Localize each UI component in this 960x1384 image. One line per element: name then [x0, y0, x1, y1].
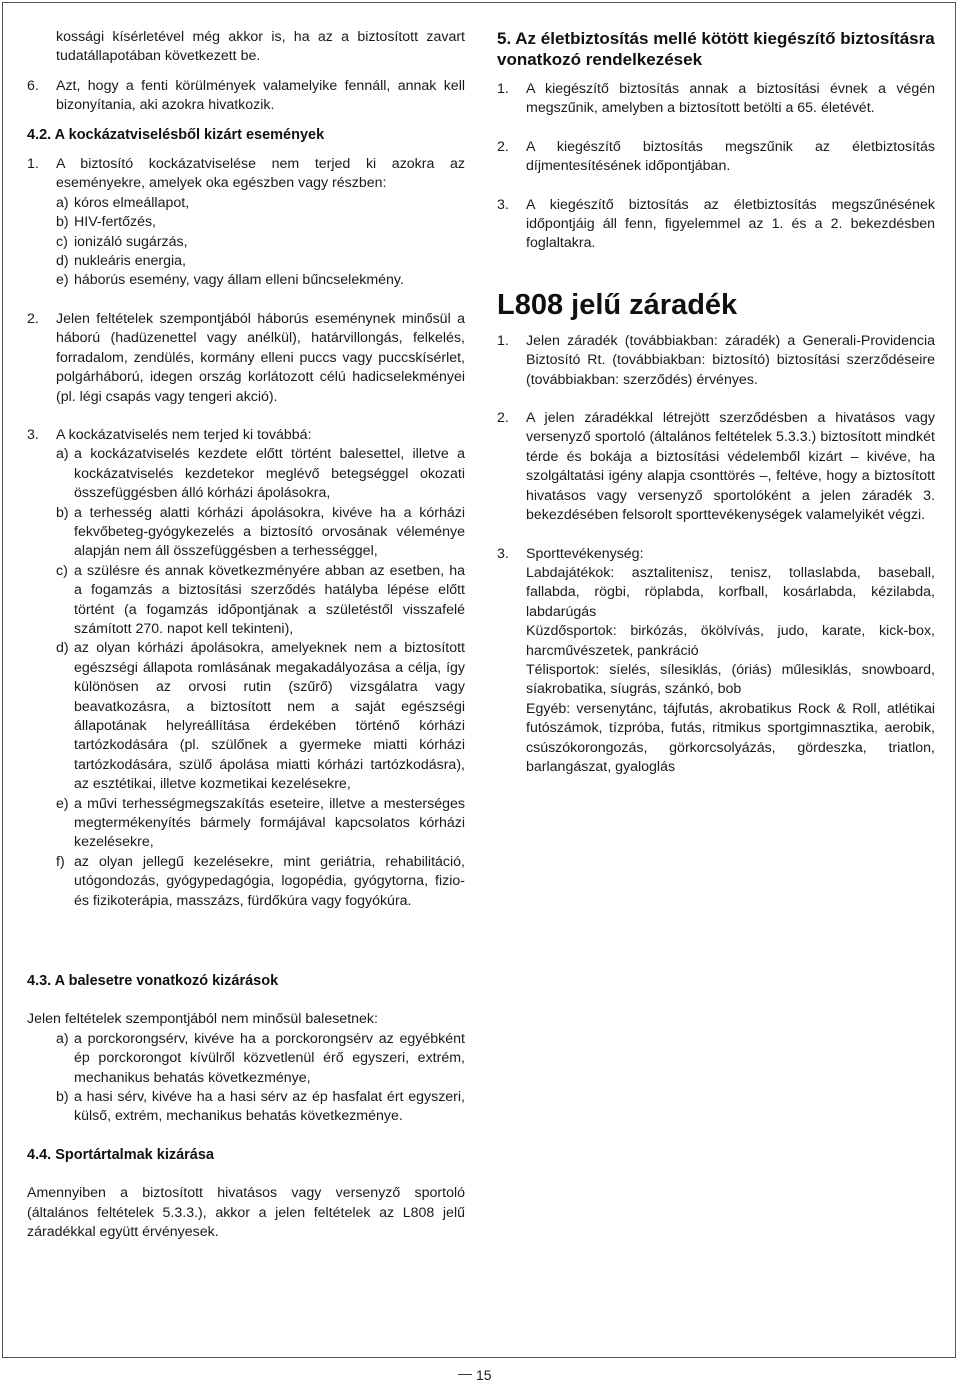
numbered-item — [497, 196, 935, 254]
item-number: 1. — [497, 332, 509, 349]
sub-item-letter: a) — [56, 446, 69, 463]
item-text: Jelen záradék (továbbiakban: záradék) a Generali-Providencia Biztosító Rt. (továbbiakban: biztosító) biztosítási szerződéseire (továbbiakban: szerződés) érvényes. — [526, 332, 935, 388]
sub-item-text: ionizáló sugárzás, — [74, 233, 188, 250]
item-text: A kiegészítő biztosítás megszűnik az életbiztosítás díjmentesítésének időpontjában. — [526, 138, 935, 175]
item-number: 3. — [27, 426, 39, 443]
item-number: 2. — [497, 410, 509, 427]
sub-item-text: kóros elmeállapot, — [74, 194, 190, 211]
section-4-3-intro: Jelen feltételek szempontjából nem minősül balesetnek: — [27, 1011, 378, 1028]
sport-group: Küzdősportok: birkózás, ökölvívás, judo, karate, kick-box, harcművészetek, pankráció — [526, 623, 935, 659]
item-number: 2. — [497, 138, 509, 155]
sub-item-letter: d) — [56, 253, 69, 270]
sport-group: Egyéb: versenytánc, tájfutás, akrobatikus Rock & Roll, atlétikai futószámok, tízpróba, futás, ritmikus sportgimnasztika, aerobik, csúszókorongozás, görkorcsolyázás, gördeszka, triatlon, barlangászat, gyaloglás — [526, 700, 935, 775]
item-number: 3. — [497, 196, 509, 213]
item-number: 2. — [27, 310, 39, 327]
numbered-item — [497, 80, 935, 119]
l808-item-3 — [497, 545, 935, 778]
sub-item-letter: b) — [56, 1089, 69, 1106]
sport-group: Labdajátékok: asztalitenisz, tenisz, tollaslabda, baseball, fallabda, rögbi, röplabda, korfball, kosárlabda, kézilabda, labdarúgás — [526, 564, 935, 620]
sub-list-item — [56, 639, 465, 794]
sub-item-text: háborús esemény, vagy állam elleni bűncselekmény. — [74, 272, 404, 289]
sport-groups — [526, 564, 935, 777]
sub-list-item — [56, 1088, 465, 1127]
sub-item-text: a hasi sérv, kivéve ha a hasi sérv az ép hasfalat ért egyszeri, külső, extrém, mechanikus behatás következménye. — [74, 1089, 465, 1125]
item-text: Jelen feltételek szempontjából háborús eseménynek minősül a háború (hadüzenettel vagy anélkül), határvillongás, felkelés, forradalom, zendülés, kormány elleni puccs vagy puccskísérlet, polgárháború, idegen ország korlátozott célú hadicselekményei (pl. légi csapás vagy tengeri akció). — [56, 310, 465, 405]
right-column — [497, 28, 935, 777]
sub-item-letter: f) — [56, 853, 65, 870]
bottom-section — [27, 972, 465, 1242]
sub-item-letter: e) — [56, 272, 69, 289]
section-5-list — [497, 80, 935, 254]
sub-item-text: a porckorongsérv, kivéve ha a porckorongsérv az egyébként ép porckorongot kívülről közvetlenül érő egyszeri, extrém, mechanikus behatás következménye, — [74, 1030, 465, 1086]
sub-list-item — [56, 853, 465, 911]
sub-list-item — [56, 445, 465, 503]
item-text: A kiegészítő biztosítás az életbiztosítás megszűnésének időpontjáig áll fenn, figyelemmel az 1. és a 2. bekezdésben foglaltakra. — [526, 196, 935, 252]
sub-item-letter: d) — [56, 640, 69, 657]
exclusion-item-2 — [27, 310, 465, 407]
sub-list-item — [56, 252, 465, 271]
item-number: 1. — [27, 156, 39, 173]
sub-item-letter: a) — [56, 1030, 69, 1047]
item-text: A jelen záradékkal létrejött szerződésben a hivatásos vagy versenyző sportoló (általános feltételek 5.3.3.) biztosított mindkét térde és bokája a biztosítási védelemből kizárt – kivéve, ha szolgáltatási igény alapja csonttörés –, feltéve, hogy a biztosított hivatásos vagy versenyző sportolóként a jelen záradék 3. bekezdésében felsorolt sporttevékenységek valamelyikét végzi. — [526, 410, 935, 524]
sub-list-item — [56, 562, 465, 640]
left-column — [27, 28, 465, 911]
item-text: Azt, hogy a fenti körülmények valamelyike fennáll, annak kell bizonyítania, aki azokra hivatkozik. — [56, 77, 465, 114]
sublist — [56, 194, 465, 291]
sublist — [27, 1030, 465, 1127]
page-footer — [0, 1366, 960, 1384]
sub-list-item — [56, 795, 465, 853]
intro-paragraph: kossági kísérletével még akkor is, ha az a biztosított zavart tudatállapotában következett be. — [56, 29, 465, 65]
sub-item-text: az olyan jellegű kezelésekre, mint geriátria, rehabilitáció, utógondozás, gyógypedagógia, logopédia, gyógytorna, fizio- és fizikoterápia, masszázs, fürdőkúra vagy fogyókúra. — [74, 853, 465, 909]
sub-item-text: HIV-fertőzés, — [74, 214, 157, 231]
numbered-item — [497, 138, 935, 177]
sub-list-item — [56, 194, 465, 213]
item-text: A biztosító kockázatviselése nem terjed ki azokra az eseményekre, amelyek oka egészben vagy részben: — [56, 156, 465, 192]
sport-group: Télisportok: síelés, sílesiklás, (óriás) műlesiklás, snowboard, síakrobatika, síugrás, szánkó, bob — [526, 661, 935, 698]
sub-list-item — [56, 233, 465, 252]
sub-item-text: a terhesség alatti kórházi ápolásokra, kivéve ha a kórházi fekvőbeteg-gyógykezelés a biztosító orvosának véleménye alapján nem áll összefüggésben a terhességgel, — [74, 504, 465, 560]
item-text: A kiegészítő biztosítás annak a biztosítási évnek a végén megszűnik, amelyben a biztosított betölti a 65. életévét. — [526, 81, 935, 117]
sub-item-letter: b) — [56, 504, 69, 521]
exclusion-item-3 — [27, 426, 465, 911]
item-number: 3. — [497, 545, 509, 562]
numbered-item — [497, 332, 935, 390]
sub-item-text: nukleáris energia, — [74, 253, 186, 270]
list-item-6 — [27, 77, 465, 116]
item-number: 6. — [27, 77, 39, 94]
item-number: 1. — [497, 81, 509, 97]
sublist — [56, 445, 465, 911]
exclusion-item-1 — [27, 155, 465, 291]
l808-title: L808 jelű záradék — [497, 288, 738, 321]
sub-item-text: a szülésre és annak következményére abban az esetben, ha a fogamzás a biztosítási szerződés hatályba lépése előtt történt (a fogamzás időpontjának a születéstől visszafelé számított 270. napot kell tekinteni), — [74, 562, 465, 637]
page-number: 15 — [476, 1367, 492, 1383]
sub-item-text: a kockázatviselés kezdete előtt történt balesettel, illetve a kockázatviselés kezdetekor meglévő betegséggel okozati összefüggésben álló kórházi ápolásokra, — [74, 446, 465, 502]
section-4-2-title: 4.2. A kockázatviselésből kizárt események — [27, 126, 325, 143]
l808-list — [497, 332, 935, 526]
sub-item-text: a művi terhességmegszakítás eseteire, illetve a mesterséges megtermékenyítés bármely formájával kapcsolatos kórházi kezelésekre, — [74, 795, 465, 851]
sub-list-item — [56, 213, 465, 232]
section-5-title: 5. Az életbiztosítás mellé kötött kiegészítő biztosításra vonatkozó rendelkezések — [497, 29, 935, 69]
sub-item-letter: a) — [56, 194, 69, 211]
item-text: A kockázatviselés nem terjed ki továbbá: — [56, 426, 312, 443]
sub-list-item — [56, 271, 465, 290]
sub-item-letter: b) — [56, 214, 69, 231]
sub-item-letter: c) — [56, 562, 68, 579]
footer-rule — [458, 1374, 472, 1375]
sub-item-text: az olyan kórházi ápolásokra, amelyeknek nem a biztosított egészségi állapota romlásának megakadályozása a célja, így különösen az orvosi rutin (szűrő) vizsgálatra vagy beavatkozásra, a biztosított nem a saját egészségi állapotának helyreállítása érdekében történő kórházi tartózkodására (pl. szülőnek a gyermeke miatti kórházi tartózkodására, szülő ápolása miatti kórházi tartózkodásra), az esztétikai, illetve kozmetikai kezelésekre, — [74, 640, 465, 793]
numbered-item — [497, 409, 935, 525]
section-4-4-text: Amennyiben a biztosított hivatásos vagy versenyző sportoló (általános feltételek 5.3.3.), akkor a jelen feltételek az L808 jelű záradékkal együtt érvényesek. — [27, 1185, 465, 1241]
sub-item-letter: c) — [56, 233, 68, 250]
sub-list-item — [56, 1030, 465, 1088]
item-text: Sporttevékenység: — [526, 545, 644, 562]
section-4-4-title: 4.4. Sportártalmak kizárása — [27, 1146, 214, 1163]
section-4-3-title: 4.3. A balesetre vonatkozó kizárások — [27, 973, 279, 989]
sub-item-letter: e) — [56, 795, 69, 812]
sub-list-item — [56, 504, 465, 562]
